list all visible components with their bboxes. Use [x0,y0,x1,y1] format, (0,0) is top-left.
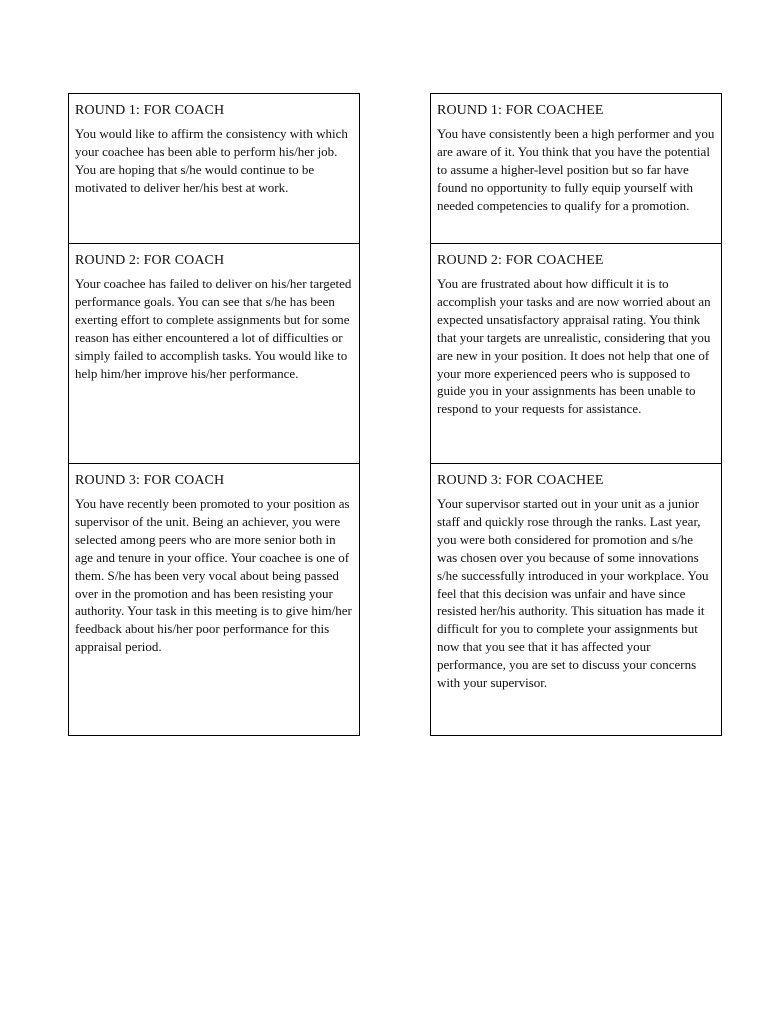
coachee-cards-table [430,93,722,736]
card-heading: ROUND 1: FOR COACH [75,103,225,118]
card-round-1-coachee [431,94,721,243]
card-round-1-coach [69,94,359,243]
card-heading: ROUND 1: FOR COACHEE [437,103,604,118]
card-heading: ROUND 2: FOR COACH [75,253,225,268]
card-text: You have consistently been a high performer and you are aware of it. You think that you have the potential to assume a higher-level position but so far have found no opportunity to fully equip yourself with needed competencies to qualify for a promotion. [437,126,715,213]
card-round-3-coachee [431,463,721,735]
card-heading: ROUND 2: FOR COACHEE [437,253,604,268]
card-text: You are frustrated about how difficult it is to accomplish your tasks and are now worried about an expected unsatisfactory appraisal rating. You think that your targets are unrealistic, considering that you are new in your position. It does not help that one of your more experienced peers who is supposed to guide you in your assignments has been unable to respond to your requests for assistance. [437,276,711,417]
card-text: Your coachee has failed to deliver on his/her targeted performance goals. You can see that s/he has been exerting effort to complete assignments but for some reason has either encountered a lot of difficulties or simply failed to accomplish tasks. You would like to help him/her improve his/her performance. [75,276,352,381]
card-round-2-coach [69,243,359,463]
coach-cards-table [68,93,360,736]
card-text: You would like to affirm the consistency with which your coachee has been able to perform his/her job. You are hoping that s/he would continue to be motivated to deliver her/his best at work. [75,126,348,195]
card-heading: ROUND 3: FOR COACHEE [437,473,604,488]
card-text: You have recently been promoted to your position as supervisor of the unit. Being an achiever, you were selected among peers who are more senior both in age and tenure in your office. Your coachee is one of them. S/he has been very vocal about being passed over in the promotion and has been resisting your authority. Your task in this meeting is to give him/her feedback about his/her poor performance for this appraisal period. [75,496,352,655]
card-heading: ROUND 3: FOR COACH [75,473,225,488]
card-round-3-coach [69,463,359,735]
card-round-2-coachee [431,243,721,463]
card-text: Your supervisor started out in your unit as a junior staff and quickly rose through the ranks. Last year, you were both considered for promotion and s/he was chosen over you because of some innovations s/he successfully introduced in your workplace. You feel that this decision was unfair and have since resisted her/his authority. This situation has made it difficult for you to complete your assignments but now that you see that it has affected your performance, you are set to discuss your concerns with your supervisor. [437,496,709,691]
